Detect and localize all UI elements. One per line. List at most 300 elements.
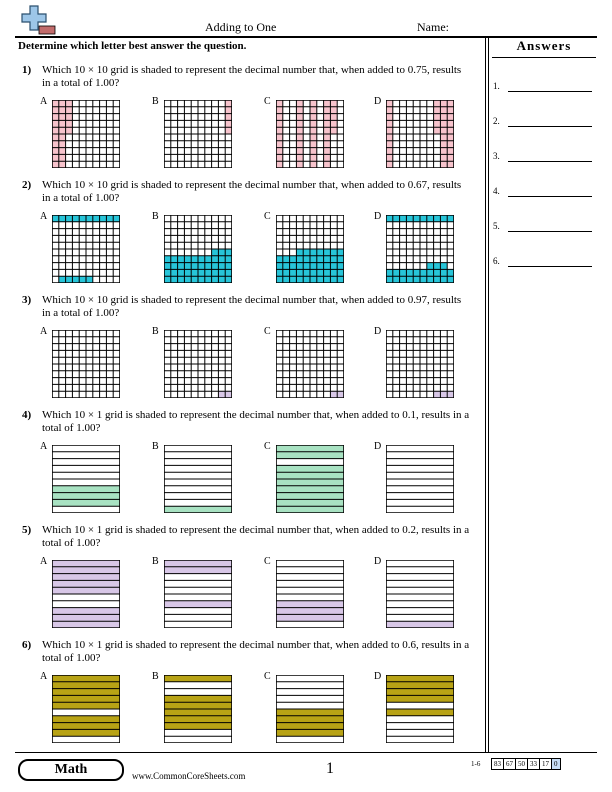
shaded-row: [276, 709, 344, 716]
shaded-cell: [283, 276, 290, 283]
option-b-grid[interactable]: [164, 445, 232, 513]
shaded-cell: [330, 107, 337, 114]
shaded-cell: [330, 100, 337, 107]
shaded-cell: [276, 161, 283, 168]
site-url: www.CommonCoreSheets.com: [132, 771, 246, 781]
shaded-cell: [447, 161, 454, 168]
shaded-cell: [337, 263, 344, 270]
shaded-row: [52, 567, 120, 574]
shaded-cell: [447, 269, 454, 276]
shaded-row: [52, 723, 120, 730]
shaded-cell: [178, 269, 185, 276]
score-cell: 67: [503, 758, 516, 770]
answer-blank[interactable]: [508, 231, 592, 232]
shaded-cell: [447, 100, 454, 107]
shaded-cell: [434, 100, 441, 107]
shaded-row: [52, 682, 120, 689]
shaded-row: [164, 709, 232, 716]
shaded-cell: [191, 256, 198, 263]
option-letter: D: [374, 211, 382, 222]
shaded-row: [52, 608, 120, 615]
shaded-cell: [420, 269, 427, 276]
shaded-cell: [440, 263, 447, 270]
shaded-row: [386, 695, 454, 702]
shaded-cell: [218, 391, 225, 398]
shaded-cell: [447, 148, 454, 155]
option-letter: B: [152, 96, 159, 107]
shaded-row: [164, 601, 232, 608]
shaded-row: [164, 506, 232, 513]
shaded-row: [386, 689, 454, 696]
shaded-cell: [386, 276, 393, 283]
answer-number: 1.: [493, 81, 500, 91]
shaded-cell: [225, 100, 232, 107]
shaded-row: [386, 675, 454, 682]
shaded-cell: [66, 100, 73, 107]
question-text: Which 10 × 1 grid is shaded to represent the decimal number that, when added to 0.1, results in a total of 1.00?: [42, 409, 470, 434]
shaded-cell: [310, 100, 317, 107]
shaded-cell: [324, 100, 331, 107]
shaded-row: [52, 675, 120, 682]
shaded-cell: [205, 263, 212, 270]
shaded-cell: [59, 127, 66, 134]
shaded-cell: [440, 161, 447, 168]
shaded-cell: [52, 154, 59, 161]
shaded-cell: [324, 263, 331, 270]
shaded-cell: [276, 148, 283, 155]
option-letter: B: [152, 211, 159, 222]
shaded-cell: [440, 107, 447, 114]
shaded-cell: [427, 276, 434, 283]
shaded-row: [52, 716, 120, 723]
shaded-cell: [296, 263, 303, 270]
option-c-grid[interactable]: [276, 215, 344, 283]
option-a-grid[interactable]: [52, 445, 120, 513]
shaded-cell: [164, 256, 171, 263]
shaded-cell: [283, 263, 290, 270]
shaded-cell: [310, 263, 317, 270]
shaded-cell: [310, 141, 317, 148]
shaded-cell: [66, 114, 73, 121]
shaded-row: [276, 499, 344, 506]
shaded-cell: [330, 120, 337, 127]
shaded-cell: [393, 269, 400, 276]
shaded-cell: [276, 154, 283, 161]
shaded-cell: [225, 263, 232, 270]
shaded-cell: [296, 161, 303, 168]
shaded-cell: [296, 127, 303, 134]
shaded-cell: [303, 249, 310, 256]
answer-blank[interactable]: [508, 91, 592, 92]
shaded-cell: [225, 120, 232, 127]
shaded-cell: [276, 107, 283, 114]
shaded-row: [276, 472, 344, 479]
shaded-cell: [52, 100, 59, 107]
answers-heading: Answers: [516, 38, 572, 53]
shaded-row: [386, 709, 454, 716]
shaded-cell: [218, 249, 225, 256]
shaded-row: [52, 560, 120, 567]
shaded-cell: [310, 249, 317, 256]
shaded-cell: [178, 276, 185, 283]
option-b-grid[interactable]: [164, 675, 232, 743]
shaded-cell: [447, 107, 454, 114]
shaded-cell: [52, 114, 59, 121]
shaded-cell: [324, 127, 331, 134]
option-letter: B: [152, 556, 159, 567]
shaded-cell: [324, 107, 331, 114]
shaded-cell: [324, 120, 331, 127]
shaded-cell: [59, 215, 66, 222]
shaded-cell: [337, 249, 344, 256]
shaded-row: [52, 493, 120, 500]
question-number: 5): [22, 524, 32, 536]
shaded-cell: [296, 154, 303, 161]
option-d-grid[interactable]: [386, 675, 454, 743]
score-range: 1-6: [471, 760, 481, 768]
shaded-cell: [52, 120, 59, 127]
option-letter: C: [264, 96, 271, 107]
shaded-cell: [303, 263, 310, 270]
shaded-cell: [184, 269, 191, 276]
option-letter: C: [264, 211, 271, 222]
shaded-cell: [218, 269, 225, 276]
shaded-cell: [171, 276, 178, 283]
shaded-cell: [59, 154, 66, 161]
option-letter: A: [40, 556, 48, 567]
shaded-cell: [212, 256, 219, 263]
shaded-cell: [427, 269, 434, 276]
shaded-cell: [386, 120, 393, 127]
shaded-cell: [440, 269, 447, 276]
shaded-cell: [296, 256, 303, 263]
shaded-cell: [79, 276, 86, 283]
option-letter: D: [374, 671, 382, 682]
score-cell: 83: [491, 758, 504, 770]
option-c-grid[interactable]: [276, 445, 344, 513]
shaded-cell: [386, 100, 393, 107]
shaded-cell: [52, 127, 59, 134]
shaded-cell: [420, 276, 427, 283]
shaded-cell: [59, 276, 66, 283]
shaded-cell: [337, 391, 344, 398]
shaded-row: [52, 614, 120, 621]
option-letter: A: [40, 211, 48, 222]
shaded-cell: [324, 249, 331, 256]
shaded-cell: [296, 114, 303, 121]
answer-number: 5.: [493, 221, 500, 231]
shaded-cell: [198, 276, 205, 283]
shaded-cell: [447, 154, 454, 161]
option-c-grid[interactable]: [276, 560, 344, 628]
option-d-grid[interactable]: [386, 100, 454, 168]
shaded-cell: [440, 100, 447, 107]
shaded-row: [276, 601, 344, 608]
shaded-cell: [447, 120, 454, 127]
shaded-cell: [296, 134, 303, 141]
score-cell: 50: [515, 758, 528, 770]
shaded-cell: [86, 215, 93, 222]
shaded-cell: [198, 256, 205, 263]
shaded-cell: [296, 100, 303, 107]
shaded-cell: [324, 276, 331, 283]
shaded-cell: [171, 269, 178, 276]
option-letter: A: [40, 326, 48, 337]
shaded-cell: [386, 215, 393, 222]
shaded-cell: [434, 215, 441, 222]
shaded-cell: [317, 263, 324, 270]
shaded-cell: [276, 127, 283, 134]
shaded-cell: [386, 141, 393, 148]
shaded-cell: [447, 276, 454, 283]
shaded-cell: [205, 276, 212, 283]
footer-rule: [15, 752, 597, 753]
option-letter: C: [264, 556, 271, 567]
shaded-cell: [434, 114, 441, 121]
option-letter: B: [152, 441, 159, 452]
option-c-grid[interactable]: [276, 330, 344, 398]
shaded-cell: [225, 114, 232, 121]
shaded-row: [276, 486, 344, 493]
shaded-cell: [427, 263, 434, 270]
option-c-grid[interactable]: [276, 675, 344, 743]
shaded-cell: [447, 391, 454, 398]
shaded-cell: [440, 134, 447, 141]
shaded-cell: [225, 249, 232, 256]
shaded-cell: [212, 276, 219, 283]
shaded-cell: [330, 249, 337, 256]
shaded-cell: [440, 127, 447, 134]
shaded-cell: [106, 215, 113, 222]
shaded-cell: [310, 276, 317, 283]
shaded-cell: [66, 127, 73, 134]
score-cell: 33: [527, 758, 540, 770]
answer-number: 4.: [493, 186, 500, 196]
plus-logo-icon: [20, 4, 56, 38]
option-letter: D: [374, 441, 382, 452]
shaded-row: [52, 621, 120, 628]
shaded-cell: [406, 215, 413, 222]
score-table: [492, 758, 561, 770]
shaded-cell: [283, 256, 290, 263]
shaded-cell: [440, 215, 447, 222]
shaded-cell: [393, 215, 400, 222]
option-b-grid[interactable]: [164, 330, 232, 398]
shaded-row: [164, 567, 232, 574]
shaded-cell: [225, 107, 232, 114]
shaded-cell: [52, 134, 59, 141]
shaded-cell: [310, 114, 317, 121]
shaded-cell: [212, 269, 219, 276]
shaded-cell: [337, 256, 344, 263]
shaded-cell: [324, 141, 331, 148]
shaded-cell: [113, 215, 120, 222]
shaded-cell: [447, 114, 454, 121]
shaded-row: [52, 486, 120, 493]
shaded-cell: [447, 215, 454, 222]
option-d-grid[interactable]: [386, 330, 454, 398]
option-letter: D: [374, 326, 382, 337]
shaded-cell: [66, 215, 73, 222]
shaded-cell: [225, 269, 232, 276]
option-d-grid[interactable]: [386, 215, 454, 283]
shaded-cell: [324, 154, 331, 161]
shaded-cell: [330, 269, 337, 276]
shaded-row: [276, 445, 344, 452]
shaded-cell: [310, 134, 317, 141]
option-c-grid[interactable]: [276, 100, 344, 168]
shaded-cell: [59, 134, 66, 141]
shaded-cell: [198, 269, 205, 276]
shaded-cell: [218, 276, 225, 283]
option-b-grid[interactable]: [164, 560, 232, 628]
shaded-cell: [330, 391, 337, 398]
shaded-cell: [59, 141, 66, 148]
shaded-cell: [52, 148, 59, 155]
shaded-cell: [406, 269, 413, 276]
shaded-cell: [386, 107, 393, 114]
shaded-row: [276, 716, 344, 723]
shaded-cell: [400, 276, 407, 283]
shaded-cell: [296, 107, 303, 114]
shaded-cell: [434, 269, 441, 276]
name-label: Name:: [417, 20, 449, 34]
option-d-grid[interactable]: [386, 560, 454, 628]
option-a-grid[interactable]: [52, 215, 120, 283]
shaded-cell: [330, 127, 337, 134]
shaded-cell: [400, 269, 407, 276]
shaded-cell: [310, 161, 317, 168]
shaded-cell: [406, 276, 413, 283]
shaded-cell: [59, 120, 66, 127]
option-letter: B: [152, 326, 159, 337]
shaded-cell: [276, 269, 283, 276]
shaded-cell: [440, 141, 447, 148]
shaded-row: [52, 499, 120, 506]
option-letter: C: [264, 326, 271, 337]
question-number: 1): [22, 64, 32, 76]
option-letter: D: [374, 556, 382, 567]
shaded-cell: [393, 276, 400, 283]
shaded-row: [164, 716, 232, 723]
shaded-cell: [337, 276, 344, 283]
answer-blank[interactable]: [508, 161, 592, 162]
shaded-cell: [324, 134, 331, 141]
shaded-cell: [310, 269, 317, 276]
shaded-cell: [303, 276, 310, 283]
shaded-cell: [66, 107, 73, 114]
shaded-row: [164, 695, 232, 702]
option-letter: C: [264, 671, 271, 682]
answer-blank[interactable]: [508, 196, 592, 197]
shaded-cell: [205, 256, 212, 263]
shaded-cell: [330, 114, 337, 121]
shaded-cell: [59, 148, 66, 155]
shaded-cell: [184, 263, 191, 270]
answer-blank[interactable]: [508, 266, 592, 267]
question-number: 3): [22, 294, 32, 306]
shaded-row: [276, 479, 344, 486]
shaded-cell: [303, 256, 310, 263]
shaded-cell: [59, 161, 66, 168]
shaded-row: [276, 465, 344, 472]
instructions: Determine which letter best answer the question.: [18, 40, 247, 52]
question-number: 4): [22, 409, 32, 421]
shaded-cell: [400, 215, 407, 222]
shaded-cell: [198, 263, 205, 270]
question-text: Which 10 × 10 grid is shaded to represent the decimal number that, when added to 0.97, results in a total of 1.00?: [42, 294, 462, 319]
option-a-grid[interactable]: [52, 100, 120, 168]
shaded-cell: [296, 276, 303, 283]
option-b-grid[interactable]: [164, 100, 232, 168]
shaded-row: [386, 621, 454, 628]
shaded-cell: [386, 161, 393, 168]
shaded-cell: [66, 276, 73, 283]
shaded-cell: [218, 256, 225, 263]
shaded-row: [52, 580, 120, 587]
shaded-cell: [276, 276, 283, 283]
shaded-cell: [440, 154, 447, 161]
shaded-row: [164, 560, 232, 567]
shaded-cell: [59, 107, 66, 114]
subject-badge: Math: [18, 759, 124, 781]
shaded-cell: [212, 263, 219, 270]
shaded-cell: [303, 269, 310, 276]
shaded-cell: [164, 276, 171, 283]
shaded-cell: [218, 263, 225, 270]
shaded-cell: [276, 114, 283, 121]
shaded-cell: [164, 269, 171, 276]
shaded-cell: [79, 215, 86, 222]
option-a-grid[interactable]: [52, 560, 120, 628]
shaded-row: [52, 695, 120, 702]
score-cell: 17: [539, 758, 552, 770]
shaded-row: [276, 614, 344, 621]
option-letter: A: [40, 96, 48, 107]
shaded-row: [164, 723, 232, 730]
shaded-cell: [434, 263, 441, 270]
shaded-cell: [310, 148, 317, 155]
shaded-cell: [52, 141, 59, 148]
shaded-cell: [296, 249, 303, 256]
shaded-row: [276, 608, 344, 615]
option-letter: B: [152, 671, 159, 682]
shaded-row: [276, 506, 344, 513]
shaded-cell: [225, 391, 232, 398]
shaded-cell: [184, 276, 191, 283]
option-d-grid[interactable]: [386, 445, 454, 513]
shaded-cell: [52, 107, 59, 114]
shaded-cell: [324, 256, 331, 263]
shaded-cell: [420, 215, 427, 222]
shaded-cell: [434, 120, 441, 127]
shaded-cell: [191, 276, 198, 283]
shaded-cell: [205, 269, 212, 276]
answer-blank[interactable]: [508, 126, 592, 127]
shaded-cell: [386, 269, 393, 276]
shaded-cell: [296, 269, 303, 276]
answer-column-divider: [485, 36, 489, 752]
shaded-cell: [386, 148, 393, 155]
option-a-grid[interactable]: [52, 330, 120, 398]
shaded-cell: [310, 154, 317, 161]
shaded-cell: [276, 263, 283, 270]
option-a-grid[interactable]: [52, 675, 120, 743]
option-b-grid[interactable]: [164, 215, 232, 283]
shaded-cell: [330, 256, 337, 263]
shaded-cell: [386, 127, 393, 134]
shaded-cell: [276, 100, 283, 107]
